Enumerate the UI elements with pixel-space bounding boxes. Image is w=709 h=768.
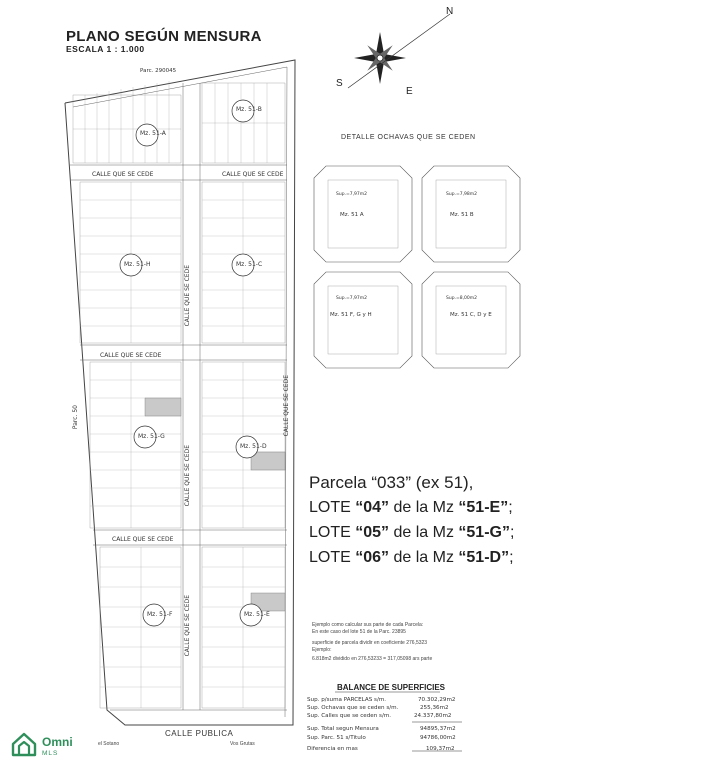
street-bottom-label: CALLE PUBLICA [165,729,234,738]
street-vertical-2: CALLE QUE SE CEDE [184,445,191,507]
lote-end: ; [509,524,515,541]
block-label-51e: Mz. 51-E [244,611,270,618]
balance-row-label-3: Sup. Calles que se ceden s/m. [307,713,392,719]
omni-logo-icon [10,730,38,758]
detail-sup-cde: Sup.=8,00m2 [446,296,478,301]
lote-mid: de la Mz [389,499,459,516]
balance-title: BALANCE DE SUPERFICIES [337,683,446,692]
block-label-51a: Mz. 51-A [140,130,166,137]
balance-row-label-1: Sup. p/suma PARCELAS s/m. [307,697,387,703]
detail-label-cde: Mz. 51 C, D y E [450,312,492,318]
detail-title: DETALLE OCHAVAS QUE SE CEDEN [341,134,476,141]
lote-prefix: LOTE [309,499,356,516]
street-vertical-3: CALLE QUE SE CEDE [184,595,191,657]
balance-row-label-6: Diferencia en mas [307,746,358,752]
balance-row-value-2: 255,36m2 [420,705,449,711]
lote-mz: “51-D” [458,549,510,566]
lote-mid: de la Mz [389,524,459,541]
lote-mid: de la Mz [389,549,459,566]
balance-row-label-4: Sup. Total segun Mensura [307,726,379,732]
block-label-51b: Mz. 51-B [236,106,262,113]
parcel-lote-line [309,545,569,570]
block-label-51h: Mz. 51-H [124,261,151,268]
detail-sup-b: Sup.=7,98m2 [446,192,478,197]
survey-map [55,55,305,745]
logo-sub: MLS [42,750,59,757]
block-label-51g: Mz. 51-G [138,433,165,440]
balance-row-value-3: 24.337,80m2 [414,713,452,719]
balance-row-label-2: Sup. Ochavas que se ceden s/m. [307,705,399,711]
lote-prefix: LOTE [309,549,356,566]
example-note-1: Ejemplo como calcular sus parte de cada Parcela: [312,622,424,628]
detail-label-b: Mz. 51 B [450,212,474,218]
lote-mz: “51-E” [458,499,509,516]
lote-number: “06” [355,549,390,566]
bottom-note-1: el Sotano [98,741,120,747]
example-note-5: 6.818m2 dividido en 276,53233 = 317,05098 ars parte [312,656,433,662]
balance-row-value-1: 70.302,29m2 [418,697,456,703]
block-label-51c: Mz. 51-C [236,261,263,268]
example-note-2: En este caso del lote 51 de la Parc. 23895 [312,629,406,635]
plan-scale: ESCALA 1 : 1.000 [66,44,145,54]
parcel-lote-line [309,520,569,545]
balance-row-label-5: Sup. Parc. 51 s/Titulo [307,735,366,741]
compass-s: S [336,78,343,89]
detail-sup-a: Sup.=7,97m2 [336,192,368,197]
compass-n: N [446,6,454,17]
example-note-4: Ejemplo: [312,647,332,653]
detail-sup-fgh: Sup.=7,97m2 [336,296,368,301]
street-label-4: CALLE QUE SE CEDE [112,536,174,543]
parcel-line-1: Parcela “033” (ex 51), [309,473,474,492]
balance-row-value-4: 94895,37m2 [420,726,456,732]
plan-title: PLANO SEGÚN MENSURA [66,28,262,45]
balance-row-value-6: 109,37m2 [426,746,455,752]
bottom-note-2: Vos Grutas [230,741,255,747]
parcel-left-label: Parc. 50 [72,405,79,430]
street-label-1: CALLE QUE SE CEDE [92,171,154,178]
lote-mz: “51-G” [458,524,510,541]
block-label-51d: Mz. 51-D [240,443,267,450]
lote-number: “05” [355,524,390,541]
example-note-3: superficie de parcela dividir en coeficiente 276,5323 [312,640,428,646]
compass-e: E [406,86,413,97]
lote-number: “04” [355,499,390,516]
block-label-51f: Mz. 51-F [147,611,173,618]
street-vertical-4: CALLE QUE SE CEDE [283,375,290,437]
balance-row-value-5: 94786,00m2 [420,735,456,741]
compass-rose-icon [338,10,458,102]
parcel-info [309,470,569,570]
logo-name: Omni [42,735,73,749]
street-vertical-1: CALLE QUE SE CEDE [184,265,191,327]
parcel-lote-line [309,495,569,520]
lote-prefix: LOTE [309,524,356,541]
detail-label-a: Mz. 51 A [340,212,364,218]
detail-label-fgh: Mz. 51 F, G y H [330,312,372,318]
lote-end: ; [508,499,513,516]
lote-end: ; [509,549,514,566]
parcel-top-label: Parc. 290045 [140,68,177,74]
street-label-3: CALLE QUE SE CEDE [100,352,162,359]
street-label-2: CALLE QUE SE CEDE [222,171,284,178]
